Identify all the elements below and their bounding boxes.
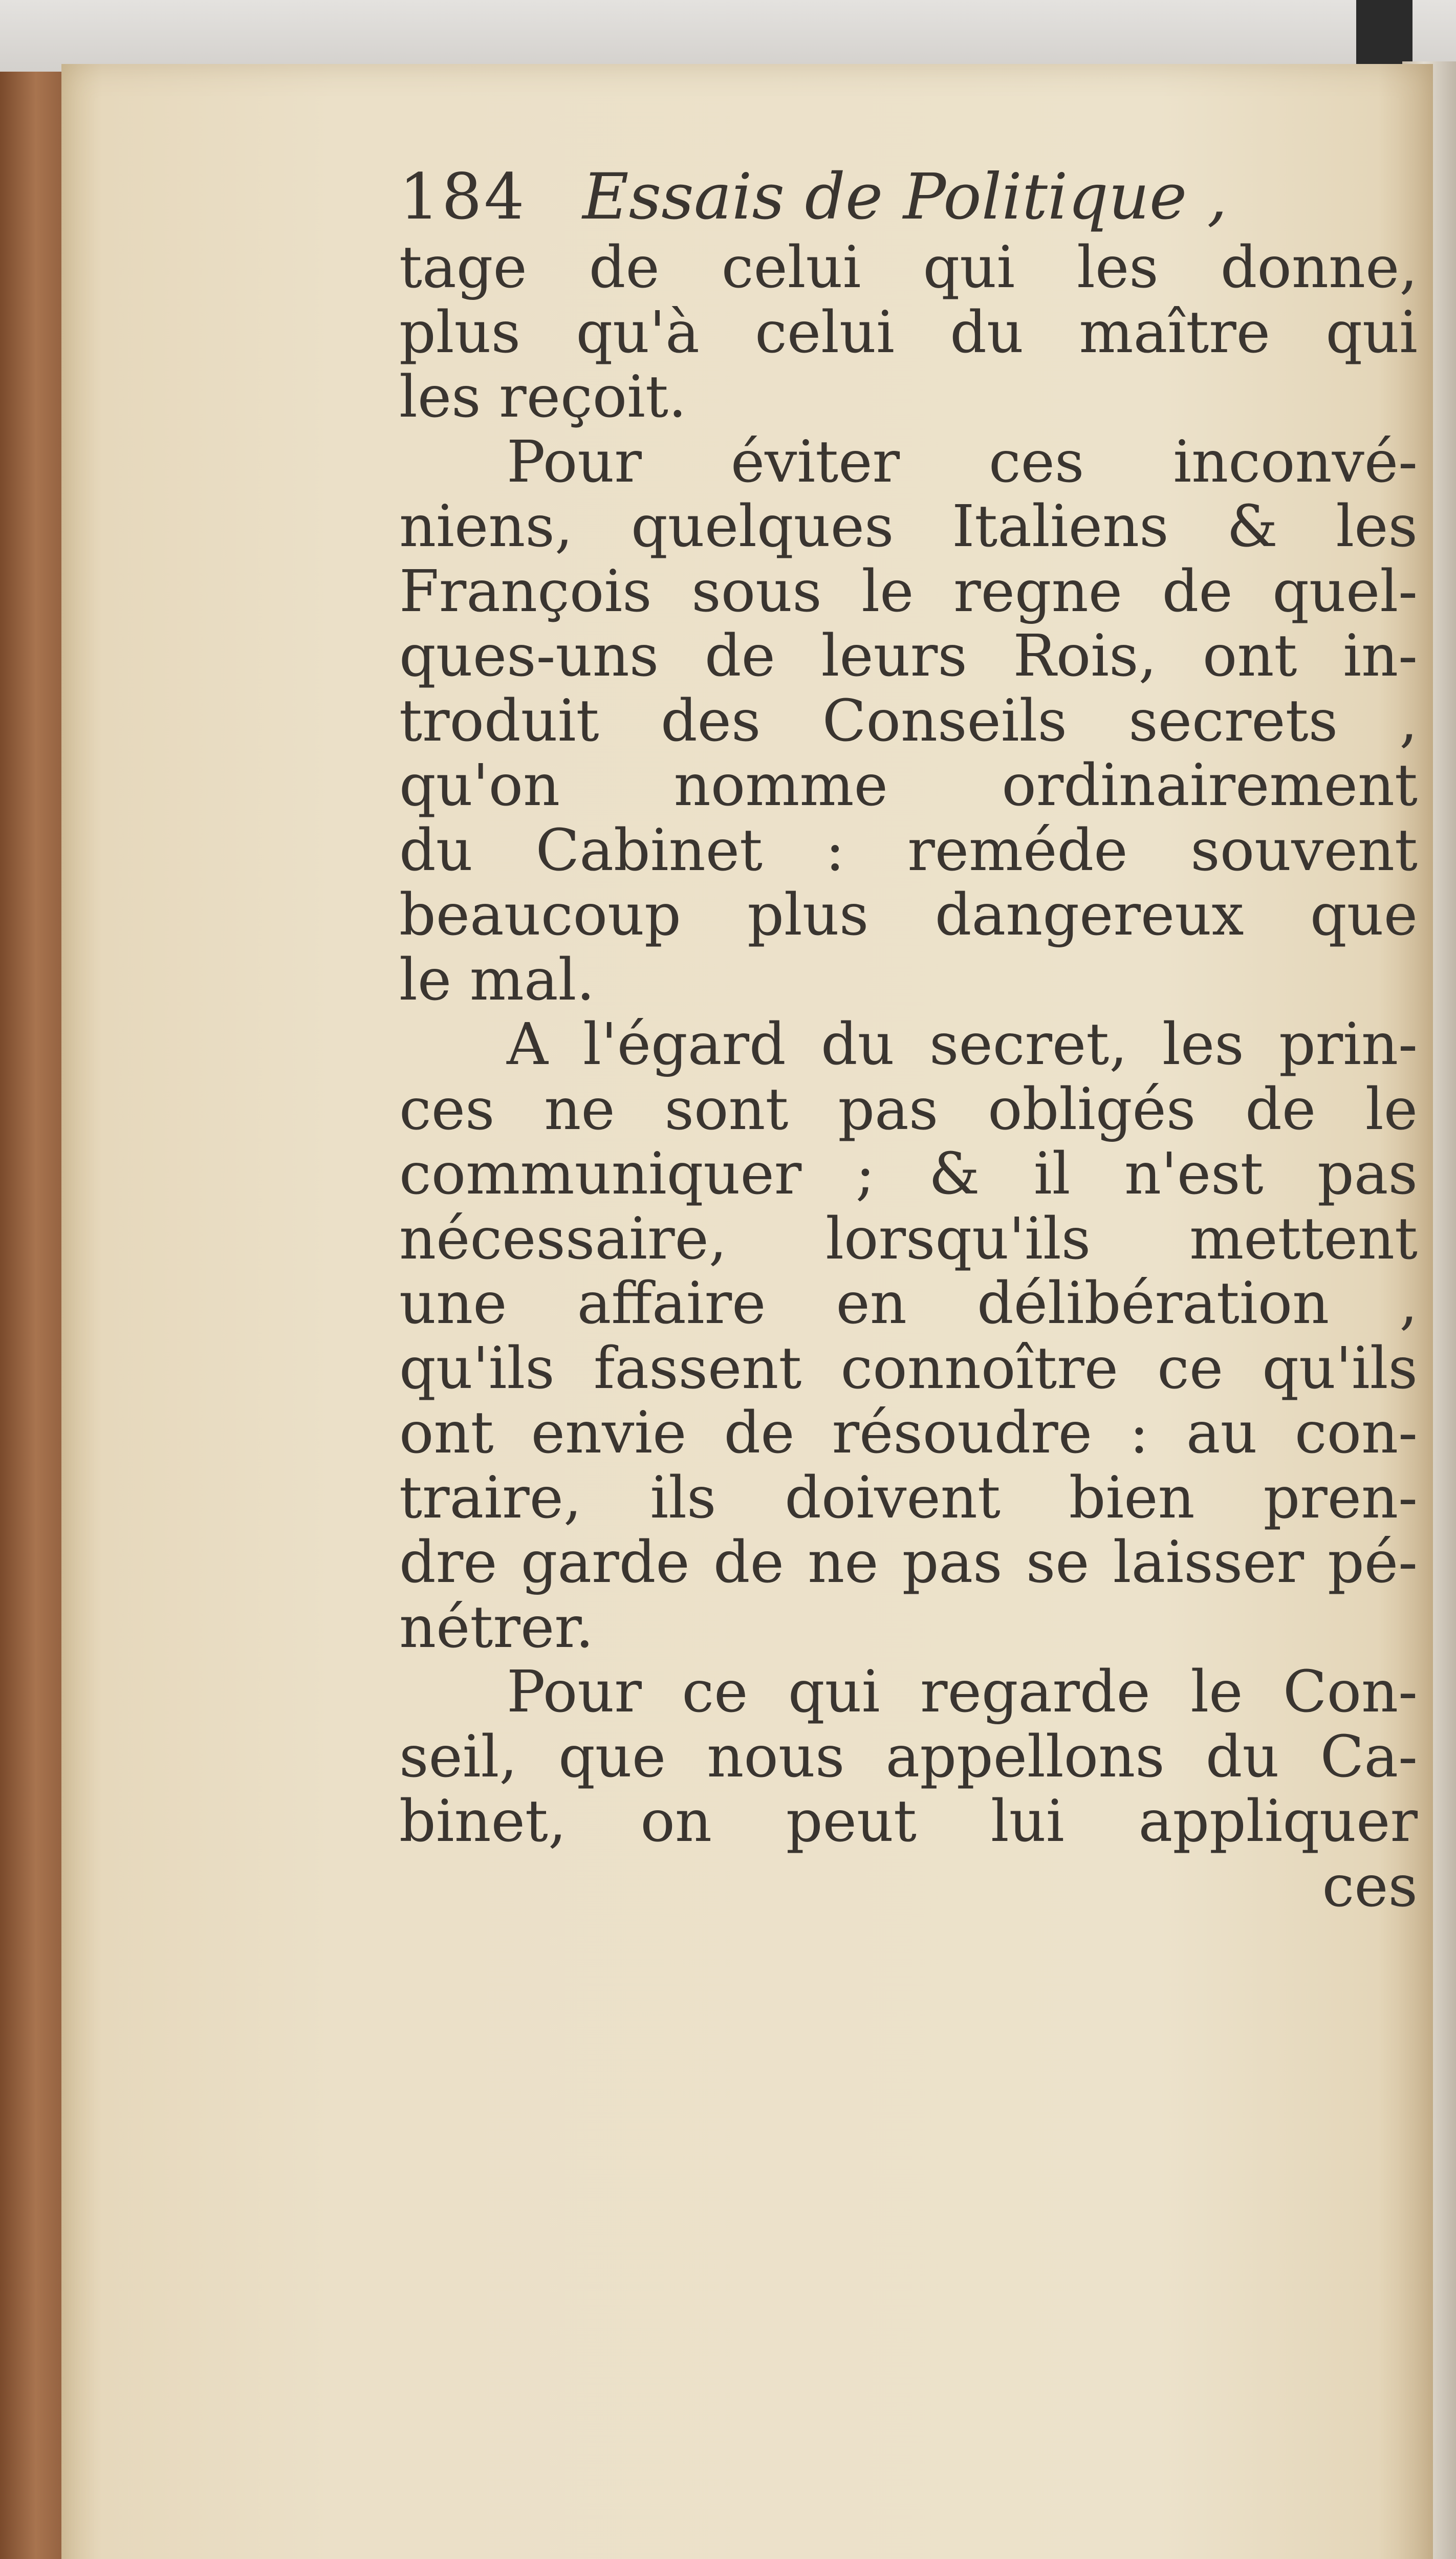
- text-line: le mal.: [399, 947, 595, 1012]
- text-line: dre garde de ne pas se laisser pé-: [399, 1530, 1418, 1595]
- catchword: ces: [1322, 1853, 1418, 1920]
- spine-top: [1356, 0, 1412, 67]
- page-header: [399, 159, 1418, 235]
- paragraph-start: A l'égard du secret, les prin-: [507, 1012, 1418, 1077]
- text-line: troduit des Conseils secrets ,: [399, 688, 1418, 753]
- running-title: Essais de Politique ,: [582, 160, 1228, 234]
- text-line: ont envie de résoudre : au con-: [399, 1401, 1418, 1466]
- text-line: niens, quelques Italiens & les: [399, 494, 1418, 559]
- text-line: beaucoup plus dangereux que: [399, 883, 1418, 948]
- text-line: traire, ils doivent bien pren-: [399, 1465, 1418, 1530]
- text-line: communiquer ; & il n'est pas: [399, 1142, 1418, 1207]
- paragraph-start: Pour éviter ces inconvé-: [507, 429, 1418, 494]
- text-line: ques-uns de leurs Rois, ont in-: [399, 624, 1418, 689]
- page-number: 184: [399, 160, 527, 234]
- text-line: binet, on peut lui appliquer: [399, 1789, 1418, 1854]
- text-line: ces ne sont pas obligés de le: [399, 1077, 1418, 1142]
- text-line: les reçoit.: [399, 365, 687, 430]
- paragraph-start: Pour ce qui regarde le Con-: [507, 1660, 1418, 1725]
- text-line: François sous le regne de quel-: [399, 559, 1418, 624]
- page-text: [399, 159, 1418, 1919]
- text-line: une affaire en délibération ,: [399, 1271, 1418, 1336]
- text-line: seil, que nous appellons du Ca-: [399, 1724, 1418, 1789]
- text-line: plus qu'à celui du maître qui: [399, 300, 1418, 365]
- text-line: tage de celui qui les donne,: [399, 235, 1418, 300]
- text-line: nécessaire, lorsqu'ils mettent: [399, 1206, 1418, 1271]
- text-line: du Cabinet : reméde souvent: [399, 818, 1418, 883]
- text-line: qu'on nomme ordinairement: [399, 753, 1418, 818]
- text-line: qu'ils fassent connoître ce qu'ils: [399, 1336, 1418, 1401]
- text-line: nétrer.: [399, 1595, 594, 1660]
